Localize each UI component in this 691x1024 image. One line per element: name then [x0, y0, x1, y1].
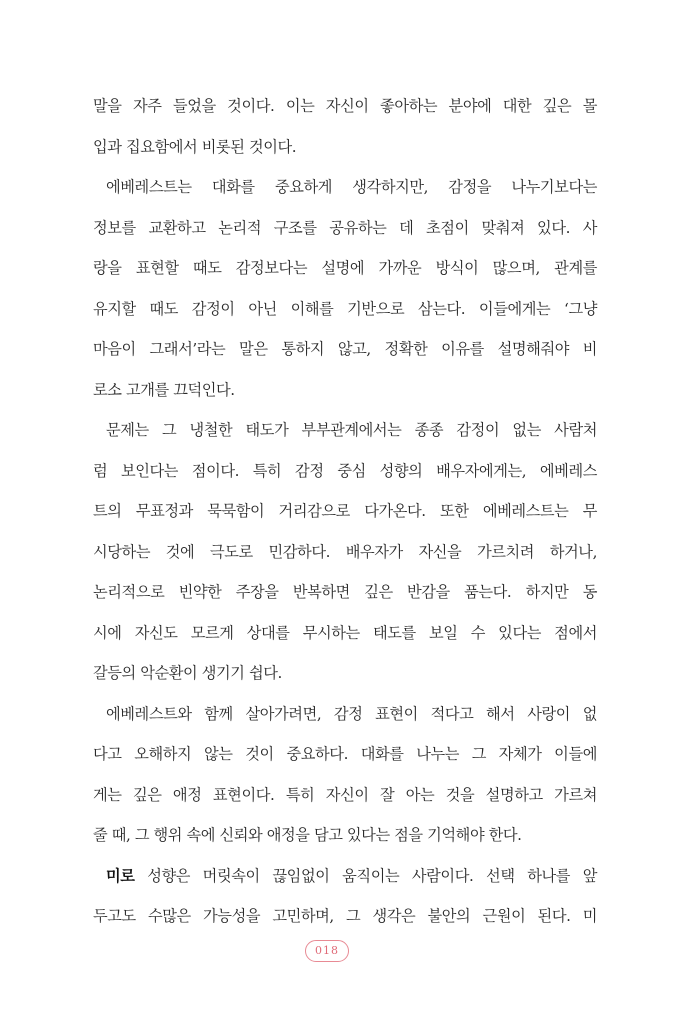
text-line: 시당하는 것에 극도로 민감하다. 배우자가 자신을 가르치려 하거나,	[93, 542, 597, 561]
page-body	[93, 86, 597, 937]
text-line: 문제는 그 냉철한 태도가 부부관계에서는 종종 감정이 없는 사람처	[106, 421, 597, 439]
text-line-rest: 성향은 머릿속이 끊임없이 움직이는 사람이다. 선택 하나를 앞	[134, 866, 597, 885]
text-line: 말을 자주 들었을 것이다. 이는 자신이 좋아하는 분야에 대한 깊은 몰	[93, 97, 597, 115]
text-line: 두고도 수많은 가능성을 고민하며, 그 생각은 불안의 근원이 된다. 미	[93, 907, 597, 925]
text-line: 랑을 표현할 때도 감정보다는 설명에 가까운 방식이 많으며, 관계를	[93, 259, 597, 277]
text-line: 정보를 교환하고 논리적 구조를 공유하는 데 초점이 맞춰져 있다. 사	[93, 218, 597, 237]
page-number: 018	[305, 940, 349, 962]
text-line: 에베레스트는 대화를 중요하게 생각하지만, 감정을 나누기보다는	[106, 178, 597, 196]
text-line	[93, 856, 597, 897]
text-line: 게는 깊은 애정 표현이다. 특히 자신이 잘 아는 것을 설명하고 가르쳐	[93, 785, 597, 804]
bold-term: 미로	[106, 866, 135, 885]
text-line: 갈등의 악순환이 생기기 쉽다.	[93, 664, 282, 682]
text-line: 줄 때, 그 행위 속에 신뢰와 애정을 담고 있다는 점을 기억해야 한다.	[93, 826, 522, 844]
text-line: 시에 자신도 모르게 상대를 무시하는 태도를 보일 수 있다는 점에서	[93, 623, 597, 642]
text-line: 에베레스트와 함께 살아가려면, 감정 표현이 적다고 해서 사랑이 없	[106, 704, 597, 723]
text-line: 마음이 그래서’라는 말은 통하지 않고, 정확한 이유를 설명해줘야 비	[93, 340, 597, 358]
text-line: 논리적으로 빈약한 주장을 반복하면 깊은 반감을 품는다. 하지만 동	[93, 583, 597, 601]
text-line: 럼 보인다는 점이다. 특히 감정 중심 성향의 배우자에게는, 에베레스	[93, 461, 597, 480]
text-line: 유지할 때도 감정이 아닌 이해를 기반으로 삼는다. 이들에게는 ‘그냥	[93, 299, 597, 318]
text-line: 다고 오해하지 않는 것이 중요하다. 대화를 나누는 그 자체가 이들에	[93, 745, 597, 763]
text-line: 트의 무표정과 묵묵함이 거리감으로 다가온다. 또한 에베레스트는 무	[93, 502, 597, 520]
text-line: 입과 집요함에서 비롯된 것이다.	[93, 137, 297, 156]
text-line: 로소 고개를 끄덕인다.	[93, 380, 235, 399]
